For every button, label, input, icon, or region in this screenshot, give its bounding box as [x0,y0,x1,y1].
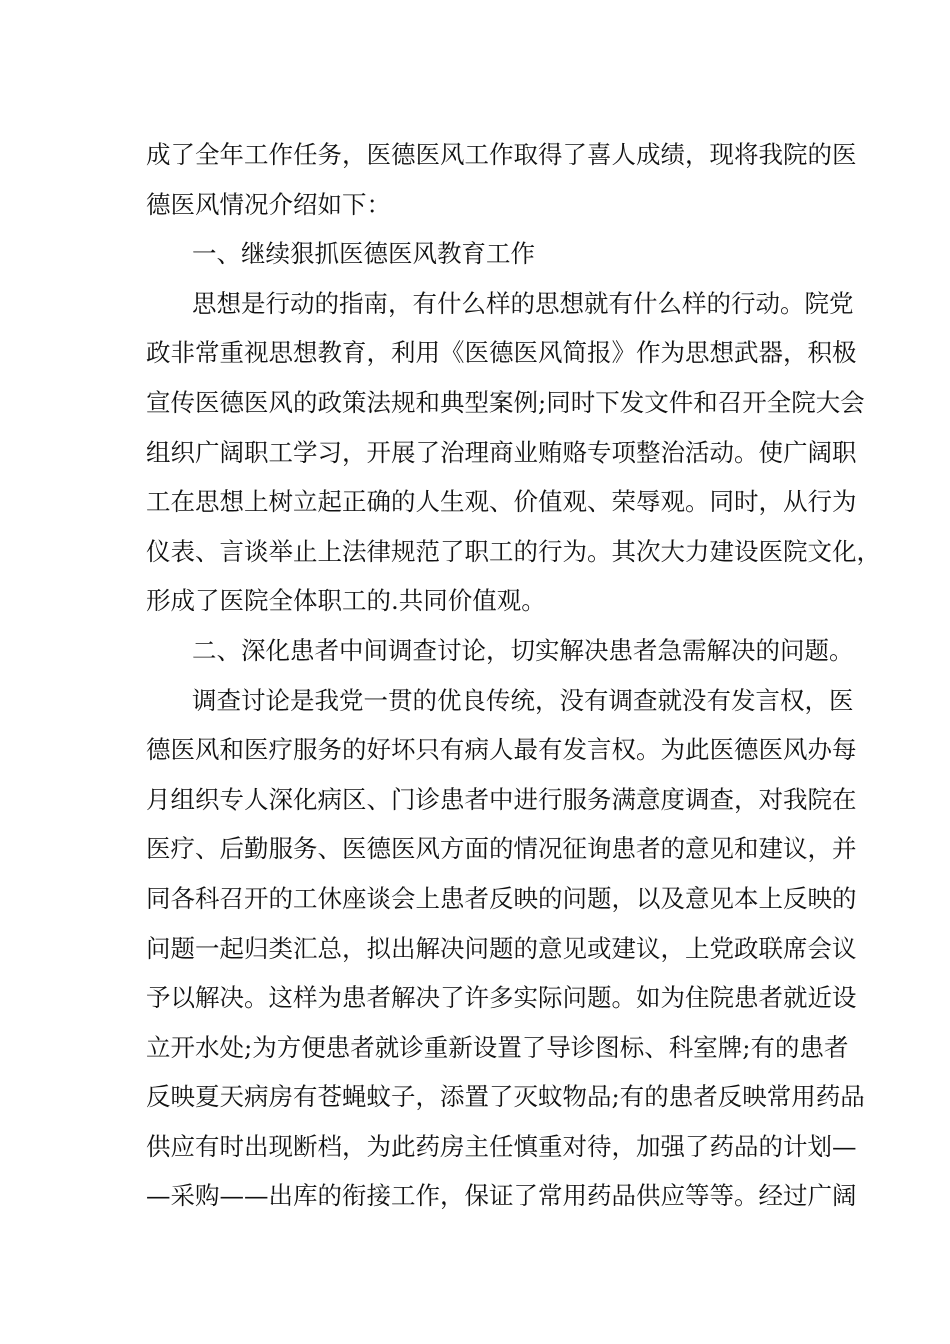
text-line: —采购——出库的衔接工作，保证了常用药品供应等等。经过广阔 [146,1181,857,1211]
text-line: 立开水处;为方便患者就诊重新设置了导诊图标、科室牌;有的患者 [146,1032,849,1062]
text-line: 仪表、言谈举止上法律规范了职工的行为。其次大力建设医院文化， [146,536,881,566]
text-line: 宣传医德医风的政策法规和典型案例;同时下发文件和召开全院大会 [146,387,865,417]
text-line: 德医风情况介绍如下： [146,189,391,219]
text-line: 予以解决。这样为患者解决了许多实际问题。如为住院患者就近设 [146,983,857,1013]
text-line: 成了全年工作任务，医德医风工作取得了喜人成绩，现将我院的医 [146,140,857,169]
text-line: 德医风和医疗服务的好坏只有病人最有发言权。为此医德医风办每 [146,735,857,765]
text-line: 供应有时出现断档，为此药房主任慎重对待，加强了药品的计划— [146,1131,857,1161]
text-line: 政非常重视思想教育，利用《医德医风简报》作为思想武器，积极 [146,338,857,368]
text-line: 同各科召开的工休座谈会上患者反映的问题，以及意见本上反映的 [146,883,857,913]
text-line: 调查讨论是我党一贯的优良传统，没有调查就没有发言权，医 [192,685,854,715]
text-line: 月组织专人深化病区、门诊患者中进行服务满意度调查，对我院在 [146,784,857,814]
text-line: 形成了医院全体职工的.共同价值观。 [146,586,546,616]
section-heading: 一、继续狠抓医德医风教育工作 [192,239,535,269]
text-line: 反映夏天病房有苍蝇蚊子，添置了灭蚊物品;有的患者反映常用药品 [146,1082,865,1112]
text-line: 思想是行动的指南，有什么样的思想就有什么样的行动。院党 [192,288,854,318]
text-line: 组织广阔职工学习，开展了治理商业贿赂专项整治活动。使广阔职 [146,437,857,467]
text-line: 医疗、后勤服务、医德医风方面的情况征询患者的意见和建议，并 [146,834,857,864]
text-line: 问题一起归类汇总，拟出解决问题的意见或建议，上党政联席会议 [146,933,857,963]
section-heading: 二、深化患者中间调查讨论，切实解决患者急需解决的问题。 [192,635,854,665]
document-body [146,130,881,1221]
text-line: 工在思想上树立起正确的人生观、价值观、荣辱观。同时，从行为 [146,487,857,517]
